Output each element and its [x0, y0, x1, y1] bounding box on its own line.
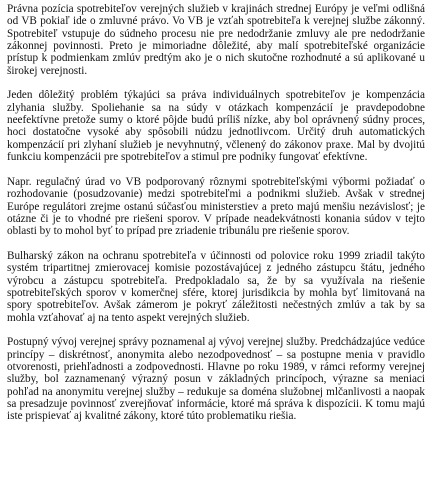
- paragraph-service-failure-compensation: Jeden dôležitý problém týkajúci sa práva individuálnych spotrebiteľov je kompenzácia zlyhania služby. Spoliehanie sa na súdy v otázkach kompenzácií je pravdepodobne neefektívne pretože sumy o ktoré pôjde budú príliš nízke, aby bol oprávnený súdny proces, hoci dostatočne vysoké aby spôsobili núdzu jednotlivcom. Určitý druh automatických kompenzácií pri zlyhaní služieb je nevyhnutný, včlenený do zákonov praxe. Mal by dvojitú funkciu kompenzácii pre spotrebiteľov a stimul pre podniky fungovať efektívne.: [7, 89, 425, 164]
- paragraph-public-service-development: Postupný vývoj verejnej správy poznamenal aj vývoj verejnej služby. Predchádzajúce vedúce princípy – diskrétnosť, anonymita alebo nezodpovednosť – sa postupne menia v pravidlo otvorenosti, priehľadnosti a zodpovednosti. Hlavne po roku 1989, v rámci reformy verejnej služby, bol zaznamenaný výrazný posun v základných princípoch, výrazne sa meniaci pohľad na anonymitu verejnej služby – redukuje sa doména služobnej mlčanlivosti a naopak sa presadzuje povinnosť zverejňovať informácie, ktoré má správa k dispozícii. K tomu majú iste prispievať aj kvalitné zákony, ktoré túto problematiku riešia.: [7, 336, 425, 423]
- paragraph-regulator-dispute-resolution: Napr. regulačný úrad vo VB podporovaný rôznymi spotrebiteľskými výbormi požiadať o rozhodovanie (posudzovanie) medzi spotrebiteľmi a podnikmi služieb. Avšak v strednej Európe regulátori zrejme ostanú súčasťou ministerstiev a preto majú menšiu nezávislosť; je otázne či je to vhodné pre riešeni sporov. V prípade neadekvátnosti konania súdov v tejto oblasti by to mohol byť to prípad pre zriadenie tribunálu pre riešenie sporov.: [7, 175, 425, 238]
- paragraph-consumer-legal-position: Právna pozícia spotrebiteľov verejných služieb v krajinách strednej Európy je veľmi odlišná od VB pokiaľ ide o zmluvné právo. Vo VB je vzťah spotrebiteľa k verejnej službe zákonný. Spotrebiteľ vstupuje do súdneho procesu nie pre nedodržanie zmluvy ale pre nedodržanie zákonnej povinnosti. Preto je mimoriadne dôležité, aby malí spotrebiteľské organizácie prístup k podmienkam zmlúv predtým ako je o nich skutočne rozhodnuté a sú aplikované u širokej verejnosti.: [7, 3, 425, 77]
- paragraph-bulgarian-consumer-law: Bulharský zákon na ochranu spotrebiteľa v účinnosti od polovice roku 1999 zriadil takýto systém tripartitnej zmierovacej komisie pozostávajúcej z jedného zástupcu štátu, jedného výrobcu a zástupcu spotrebiteľa. Predpokladalo sa, že by sa využívala na riešenie spotrebiteľských sporov v komerčnej sfére, ktorej jurisdikcia by mohla byť limitovaná na spory spotrebiteľov. Avšak zámerom je pokryť záležitosti nečestných zmlúv a tak by sa mohla vzťahovať aj na tento aspekt verejných služieb.: [7, 249, 425, 324]
- document-page: [7, 0, 425, 423]
